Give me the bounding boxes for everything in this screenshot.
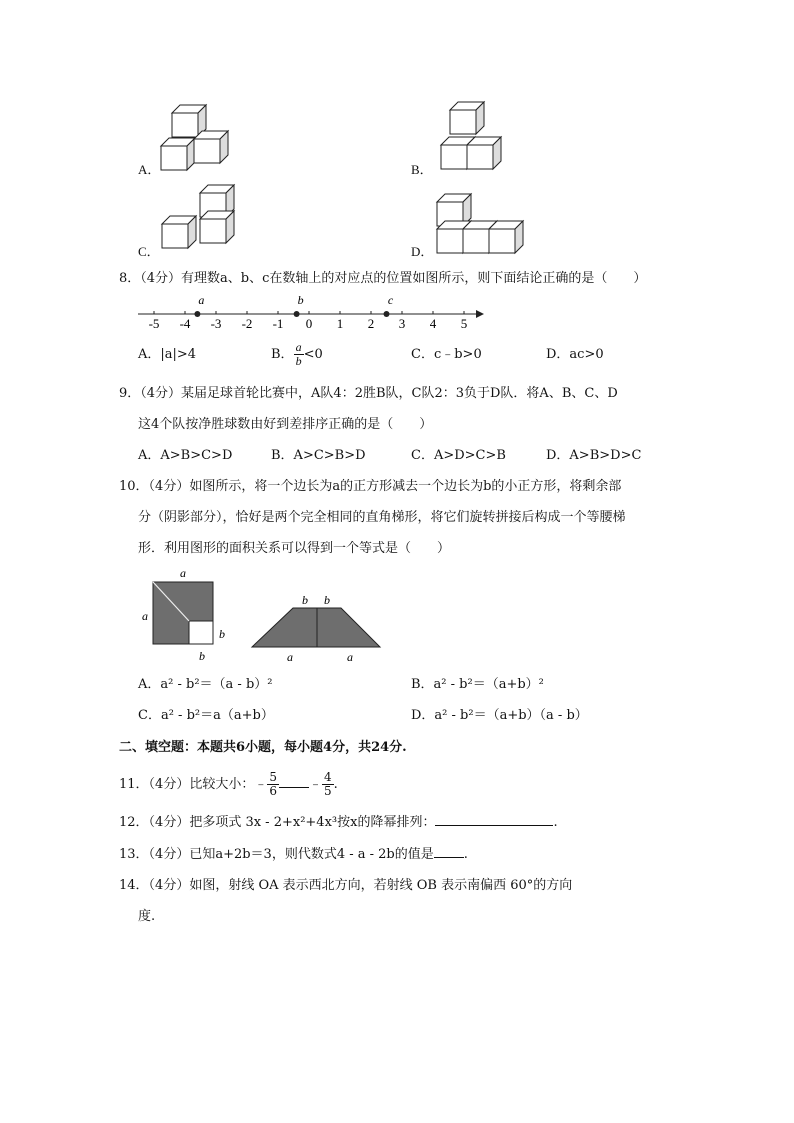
q12 bbox=[119, 813, 558, 831]
tick-label: 4 bbox=[429, 316, 437, 331]
q8-option-a: A．|a|>4 bbox=[138, 347, 197, 362]
number-line bbox=[134, 292, 494, 332]
point-c-label: c bbox=[387, 293, 394, 307]
option-b-cubes bbox=[441, 102, 501, 169]
q8-option-b-suffix: <0 bbox=[303, 347, 323, 362]
q11-fraction-1 bbox=[267, 771, 279, 798]
q14-line2: 度. bbox=[138, 909, 156, 924]
point-b bbox=[294, 311, 300, 317]
tick-label: 5 bbox=[460, 316, 468, 331]
isosceles-trapezoid bbox=[252, 608, 380, 647]
q11-fraction-2 bbox=[322, 771, 334, 798]
tick-label: -5 bbox=[148, 316, 160, 331]
q7-option-c: C． bbox=[138, 244, 160, 259]
q11-f2-num: 4 bbox=[324, 770, 332, 784]
label-a1: a bbox=[287, 650, 293, 664]
q8-option-b-den: b bbox=[295, 354, 302, 368]
tick-label: -3 bbox=[210, 316, 222, 331]
point-c bbox=[384, 311, 390, 317]
point-b-label: b bbox=[297, 293, 304, 307]
q11-answer-blank[interactable] bbox=[279, 775, 309, 788]
q10-option-d: D．a² - b²＝（a+b）（a - b） bbox=[411, 708, 588, 723]
q10-option-c: C．a² - b²＝a（a+b） bbox=[138, 708, 274, 723]
q10-option-a: A．a² - b²＝（a - b）² bbox=[138, 677, 273, 692]
label-a-top: a bbox=[180, 566, 186, 580]
q8-option-c: C．c﹣b>0 bbox=[411, 347, 482, 362]
q9-option-c: C．A>D>C>B bbox=[411, 448, 506, 463]
tick-label: 1 bbox=[336, 316, 344, 331]
q13-suffix: . bbox=[463, 847, 468, 862]
q13-prefix: 13．（4分）已知a+2b＝3，则代数式4 - a - 2b的值是 bbox=[119, 847, 434, 862]
q11: 11．（4分）比较大小：﹣ $\frac{5}{6}$ ﹣ $\frac{4}{5}$ . bbox=[119, 770, 338, 798]
q10-figure bbox=[135, 565, 395, 665]
q11-suffix: . bbox=[333, 777, 338, 792]
point-a bbox=[194, 311, 200, 317]
q7-option-d: D． bbox=[411, 244, 434, 259]
q11-f2-den: 5 bbox=[324, 784, 332, 798]
q13-answer-blank[interactable] bbox=[434, 845, 464, 858]
q10-line2: 分（阴影部分），恰好是两个完全相同的直角梯形，将它们旋转拼接后构成一个等腰梯 bbox=[138, 510, 626, 525]
label-b-bottom: b bbox=[199, 649, 205, 663]
point-a-label: a bbox=[198, 293, 205, 307]
q7-cube-figures bbox=[130, 98, 670, 263]
q8-option-b-fraction bbox=[294, 341, 304, 368]
q8-option-b-prefix: B． bbox=[271, 347, 294, 362]
label-b-right: b bbox=[219, 627, 225, 641]
tick-label: -4 bbox=[179, 316, 191, 331]
q7-option-b: B． bbox=[411, 162, 433, 177]
q8-option-b bbox=[271, 341, 323, 368]
tick-label: 3 bbox=[398, 316, 406, 331]
q13 bbox=[119, 845, 468, 863]
section2-heading: 二、填空题：本题共6小题，每小题4分，共24分. bbox=[119, 740, 407, 755]
q11-prefix: 11．（4分）比较大小： bbox=[119, 777, 255, 792]
q8-option-b-num: a bbox=[295, 340, 302, 354]
q9-line2: 这4个队按净胜球数由好到差排序正确的是（ ） bbox=[138, 417, 433, 432]
q8-option-d: D．ac>0 bbox=[546, 347, 604, 362]
label-a2: a bbox=[347, 650, 353, 664]
option-a-cubes bbox=[161, 105, 228, 170]
label-b2: b bbox=[324, 593, 330, 607]
q12-suffix: . bbox=[553, 815, 558, 830]
q9-option-a: A．A>B>C>D bbox=[138, 448, 233, 463]
label-b1: b bbox=[302, 593, 308, 607]
option-c-cubes bbox=[162, 185, 234, 248]
q10-line3: 形．利用图形的面积关系可以得到一个等式是（ ） bbox=[138, 541, 451, 556]
tick-label: -2 bbox=[241, 316, 253, 331]
q10-option-b: B．a² - b²＝（a+b）² bbox=[411, 677, 544, 692]
q9-option-d: D．A>B>D>C bbox=[546, 448, 642, 463]
q12-answer-blank[interactable] bbox=[435, 813, 553, 826]
q11-f1-num: 5 bbox=[269, 770, 277, 784]
q10-line1: 10．（4分）如图所示，将一个边长为a的正方形减去一个边长为b的小正方形，将剩余部 bbox=[119, 479, 622, 494]
q8-stem: 8．（4分）有理数a、b、c在数轴上的对应点的位置如图所示，则下面结论正确的是（ ） bbox=[119, 271, 647, 286]
q12-prefix: 12．（4分）把多项式 3x - 2+x²+4x³按x的降幂排列： bbox=[119, 815, 436, 830]
tick-label: 0 bbox=[305, 316, 313, 331]
q11-f1-den: 6 bbox=[269, 784, 277, 798]
q9-option-b: B．A>C>B>D bbox=[271, 448, 366, 463]
option-d-cubes bbox=[437, 194, 523, 253]
q9-line1: 9．（4分）某届足球首轮比赛中，A队4：2胜B队，C队2：3负于D队．将A、B、C、D bbox=[119, 386, 618, 401]
label-a-left: a bbox=[142, 609, 148, 623]
q14-line1: 14．（4分）如图，射线 OA 表示西北方向，若射线 OB 表示南偏西 60°的方向 bbox=[119, 878, 573, 893]
tick-label: 2 bbox=[367, 316, 375, 331]
q7-option-a: A． bbox=[138, 162, 161, 177]
small-square bbox=[189, 621, 213, 644]
tick-label: -1 bbox=[272, 316, 284, 331]
